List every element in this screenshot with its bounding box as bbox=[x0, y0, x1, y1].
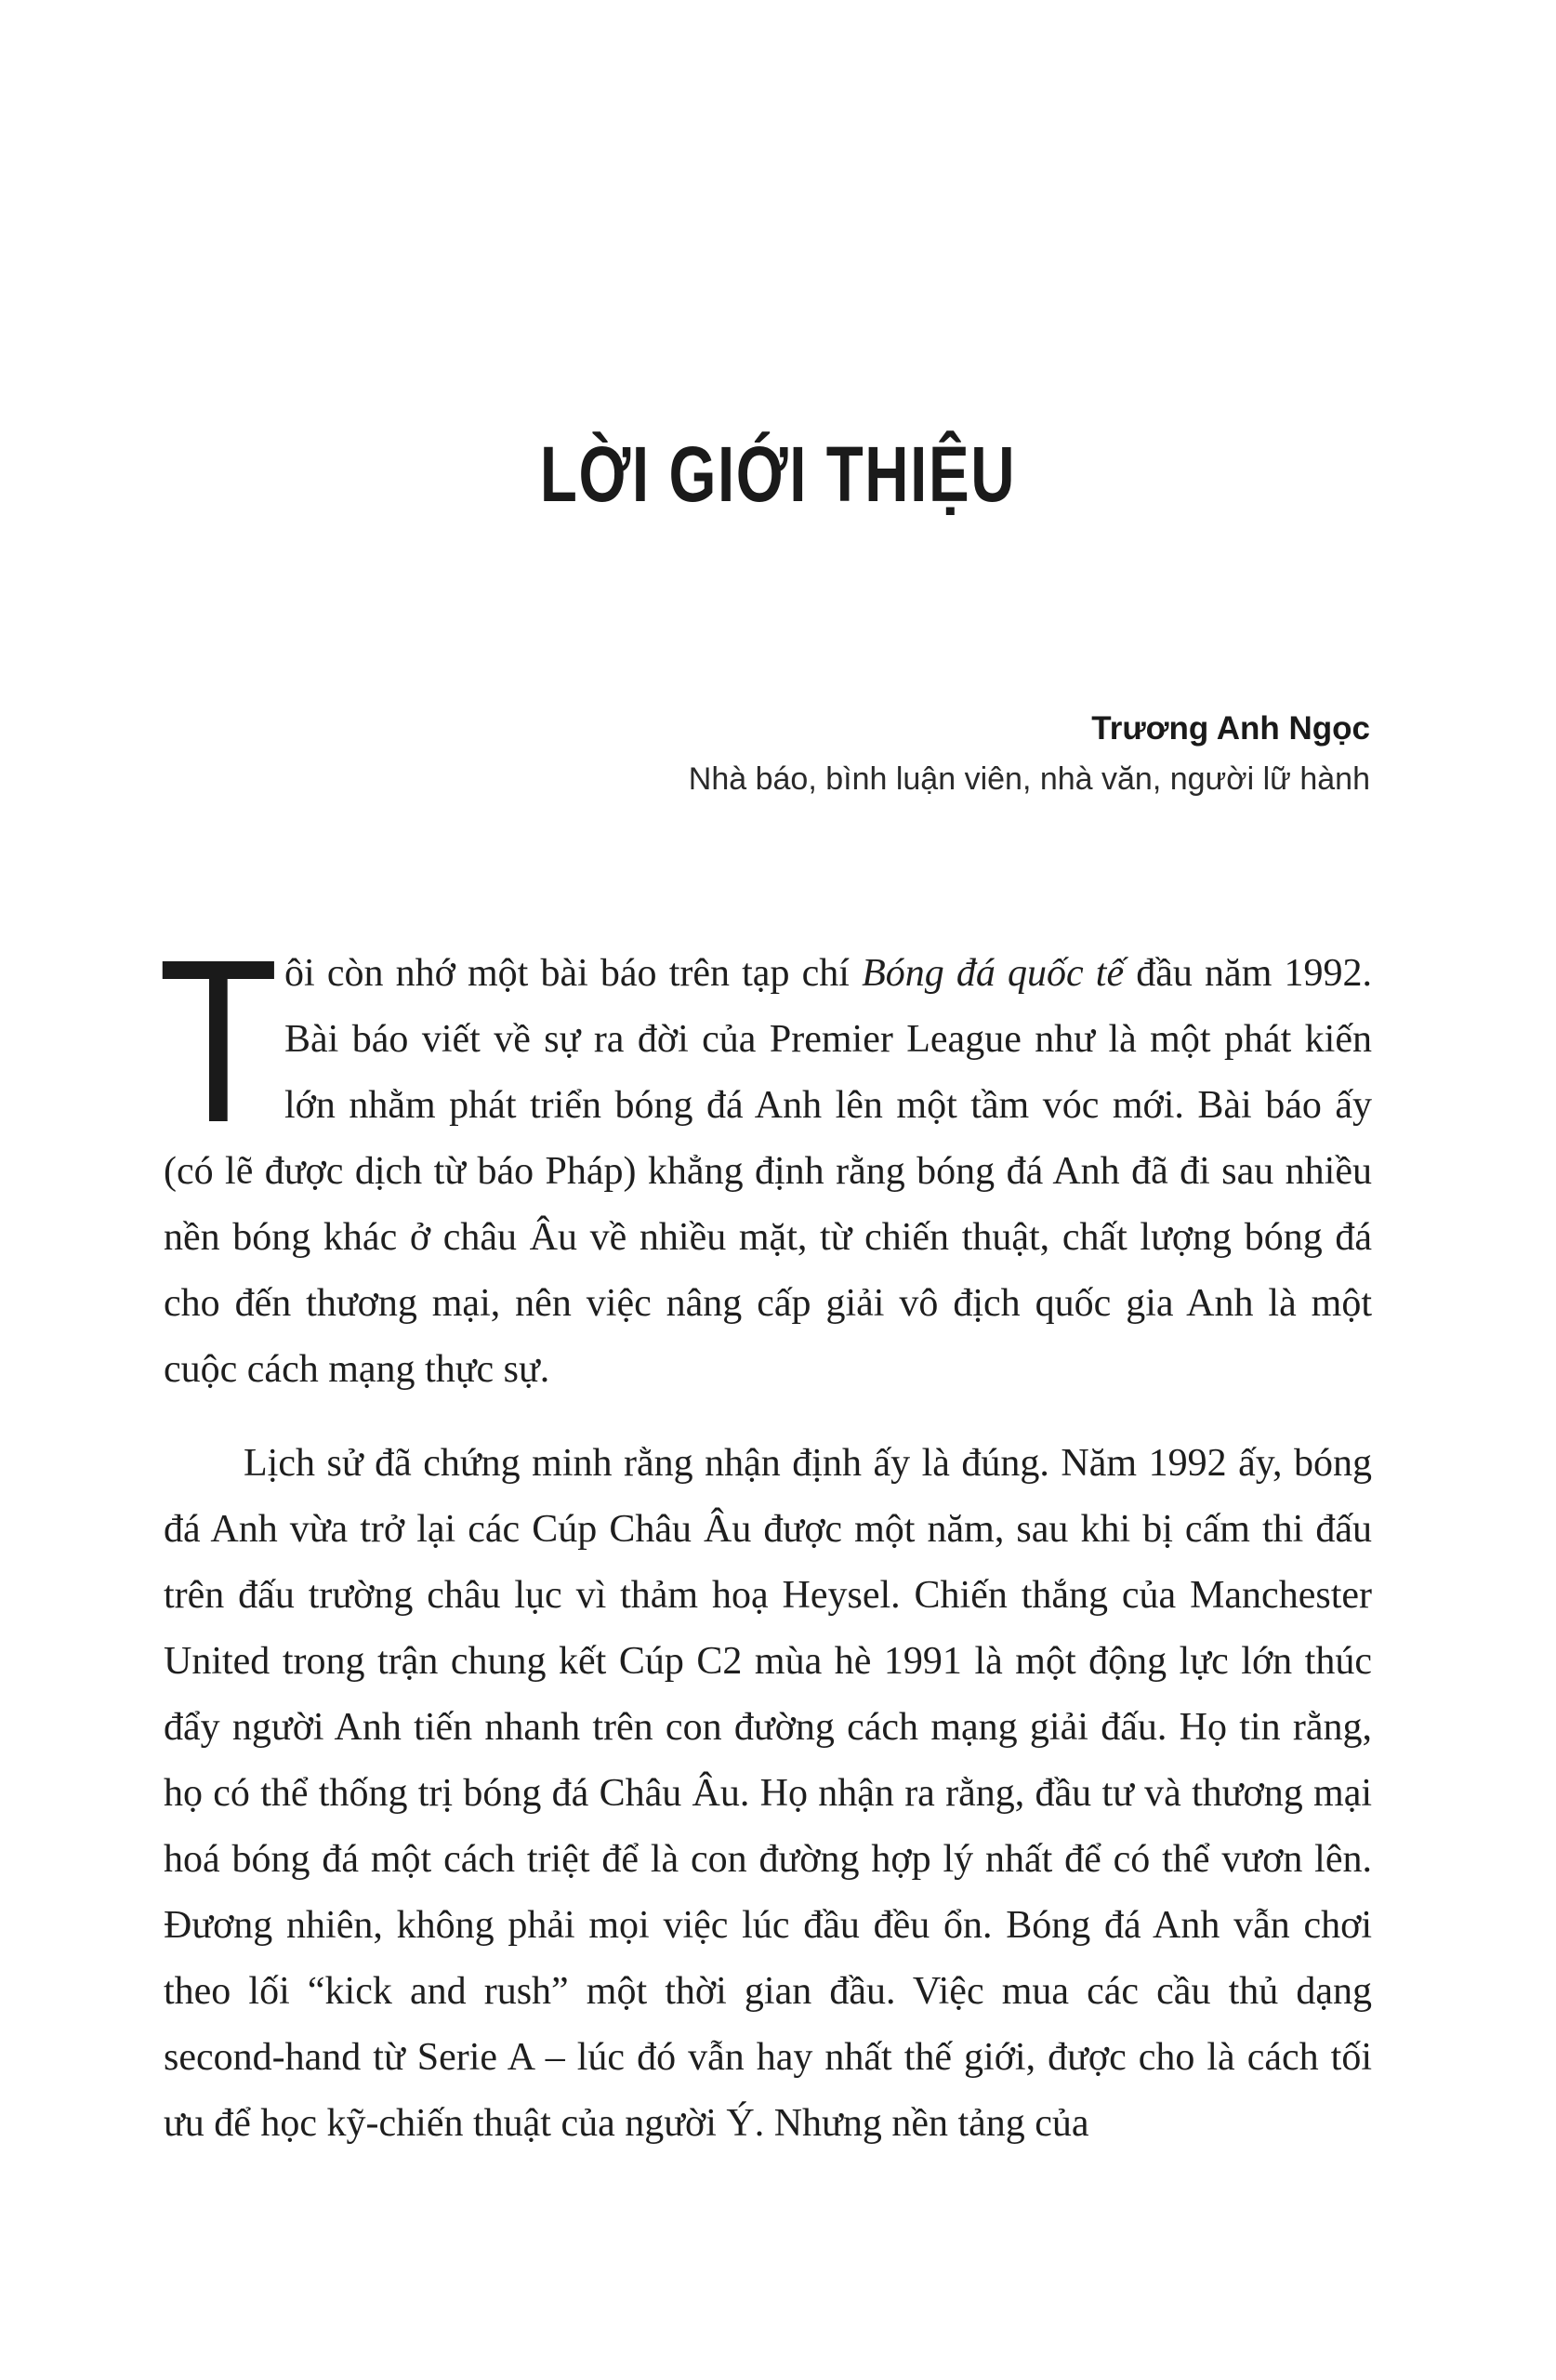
drop-cap: T bbox=[158, 911, 279, 1170]
author-block bbox=[689, 707, 1370, 807]
paragraph-1 bbox=[158, 911, 1373, 1403]
chapter-title: LỜI GIỚI THIỆU bbox=[539, 430, 1017, 518]
author-name: Trương Anh Ngọc bbox=[1091, 710, 1370, 747]
body-text bbox=[158, 911, 1373, 2157]
paragraph-1-text-start: ôi còn nhớ một bài báo trên tạp chí bbox=[284, 952, 863, 995]
paragraph-2: Lịch sử đã chứng minh rằng nhận định ấy là đúng. Năm 1992 ấy, bóng đá Anh vừa trở lại các Cúp Châu Âu được một năm, sau khi bị cấm thi đấu trên đấu trường châu lục vì thảm hoạ Heysel. Chiến thắng của Manchester United trong trận chung kết Cúp C2 mùa hè 1991 là một động lực lớn thúc đẩy người Anh tiến nhanh trên con đường cách mạng giải đấu. Họ tin rằng, họ có thể thống trị bóng đá Châu Âu. Họ nhận ra rằng, đầu tư và thương mại hoá bóng đá một cách triệt để là con đường hợp lý nhất để có thể vươn lên. Đương nhiên, không phải mọi việc lúc đầu đều ổn. Bóng đá Anh vẫn chơi theo lối “kick and rush” một thời gian đầu. Việc mua các cầu thủ dạng second-hand từ Serie A – lúc đó vẫn hay nhất thế giới, được cho là cách tối ưu để học kỹ-chiến thuật của người Ý. Nhưng nền tảng của bbox=[164, 1442, 1372, 2145]
paragraph-1-text-end: đầu năm 1992. Bài báo viết về sự ra đời của Premier League như là một phát kiến lớn nhằm phát triển bóng đá Anh lên một tầm vóc mới. Bài báo ấy (có lẽ được dịch từ báo Pháp) khẳng định rằng bóng đá Anh đã đi sau nhiều nền bóng khác ở châu Âu về nhiều mặt, từ chiến thuật, chất lượng bóng đá cho đến thương mại, nên việc nâng cấp giải vô địch quốc gia Anh là một cuộc cách mạng thực sự. bbox=[164, 952, 1373, 1391]
author-role: Nhà báo, bình luận viên, nhà văn, người lữ hành bbox=[688, 761, 1370, 797]
magazine-title: Bóng đá quốc tế bbox=[862, 952, 1125, 995]
